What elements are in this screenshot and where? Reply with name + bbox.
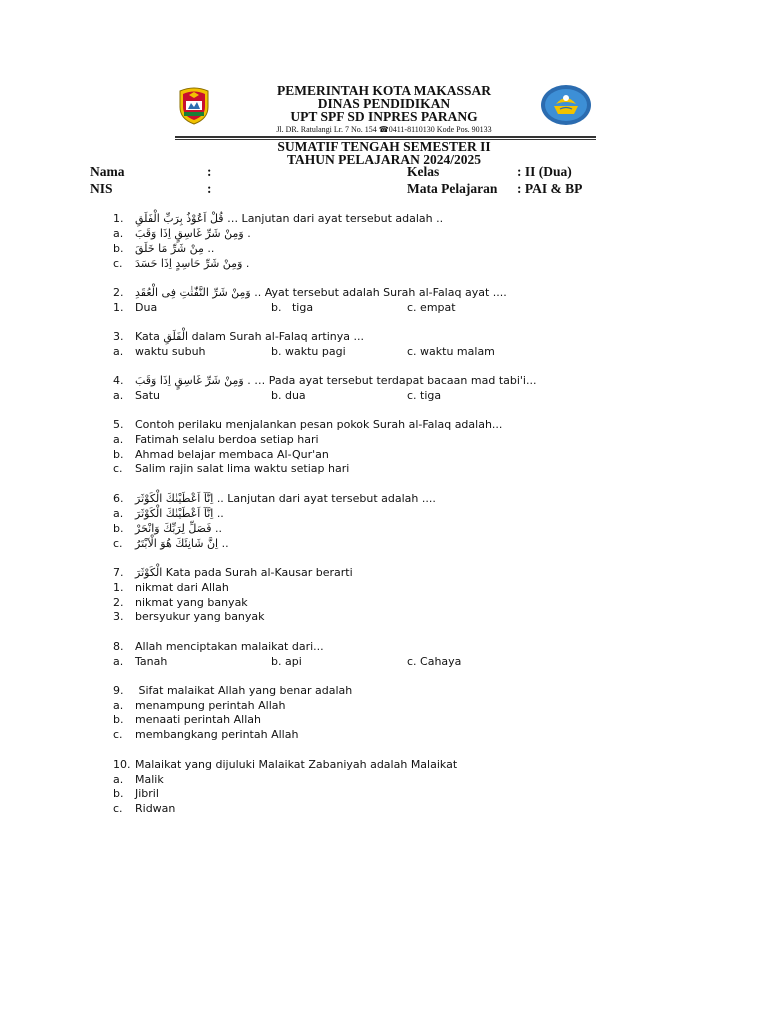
option-label: a. <box>113 433 124 446</box>
question-text: Sifat malaikat Allah yang benar adalah <box>135 684 353 697</box>
question-number: 3. <box>113 330 124 343</box>
question-number: 6. <box>113 492 124 505</box>
exam-title <box>0 140 768 166</box>
option-text: Fatimah selalu berdoa setiap hari <box>135 433 319 446</box>
option-label: b. <box>113 787 124 800</box>
option-text: .. <box>216 507 224 520</box>
question-number: 2. <box>113 286 124 299</box>
kelas-value: : II (Dua) <box>517 164 572 179</box>
option-text: c. waktu malam <box>407 345 495 358</box>
option-label: c. <box>113 728 123 741</box>
question-number: 4. <box>113 374 124 387</box>
arabic-text: . وَمِنْ شَرِّ غَاسِقٍ اِذَا وَقَبَ <box>135 374 251 387</box>
nama-label: Nama <box>90 164 125 179</box>
option-text: b. waktu pagi <box>271 345 346 358</box>
question-number: 10. <box>113 758 131 771</box>
option-text: nikmat yang banyak <box>135 596 248 609</box>
arabic-text: الْفَلَقِ <box>163 330 189 343</box>
option-text: menaati perintah Allah <box>135 713 261 726</box>
option-text: . <box>245 257 250 270</box>
option-text: bersyukur yang banyak <box>135 610 265 623</box>
option-label: b. <box>113 522 124 535</box>
arabic-text: اِنَّآ اَعْطَيْنٰكَ الْكَوْثَرَ <box>135 507 214 520</box>
nama-colon: : <box>207 164 212 179</box>
option-text: empat <box>420 301 456 314</box>
question-text-pre: Kata <box>135 330 160 343</box>
option-label: 1. <box>113 301 124 314</box>
arabic-text: وَمِنْ شَرِّ حَاسِدٍ اِذَا حَسَدَ <box>135 257 243 270</box>
option-text: waktu subuh <box>135 345 206 358</box>
option-label: b. <box>271 301 282 314</box>
option-text: Satu <box>135 389 161 402</box>
option-text: Tanah <box>135 655 168 668</box>
option-text: b. api <box>271 655 302 668</box>
question-text: Contoh perilaku menjalankan pesan pokok Surah al-Falaq adalah... <box>135 418 503 431</box>
arabic-text: الْكَوْثَرَ <box>135 566 163 579</box>
question-text: .. Lanjutan dari ayat tersebut adalah .... <box>216 492 436 505</box>
letterhead-line-2: DINAS PENDIDIKAN <box>317 96 451 111</box>
option-text: .. <box>221 537 229 550</box>
question-text: Malaikat yang dijuluki Malaikat Zabaniyah adalah Malaikat <box>135 758 458 771</box>
option-text: membangkang perintah Allah <box>135 728 299 741</box>
option-text: menampung perintah Allah <box>135 699 286 712</box>
arabic-text: اِنَّآ اَعْطَيْنٰكَ الْكَوْثَرَ <box>135 492 214 505</box>
exam-title-line-1: SUMATIF TENGAH SEMESTER II <box>277 139 491 154</box>
question-number: 7. <box>113 566 124 579</box>
option-text: c. Cahaya <box>407 655 462 668</box>
letterhead-rule-thick <box>175 136 596 138</box>
option-text: Malik <box>135 773 164 786</box>
option-label: c. <box>407 301 417 314</box>
option-text: tiga <box>291 301 314 314</box>
option-text: . <box>247 227 251 240</box>
question-text: Kata pada Surah al-Kausar berarti <box>165 566 353 579</box>
option-label: c. <box>113 462 123 475</box>
question-text: dalam Surah al-Falaq artinya ... <box>191 330 364 343</box>
question-number: 8. <box>113 640 124 653</box>
option-label: c. <box>113 802 123 815</box>
option-text: b. dua <box>271 389 306 402</box>
nis-colon: : <box>207 181 212 196</box>
option-label: a. <box>113 345 124 358</box>
option-label: 3. <box>113 610 124 623</box>
option-text: c. tiga <box>407 389 442 402</box>
arabic-text: قُلْ اَعُوْذُ بِرَبِّ الْفَلَقِ <box>135 212 224 225</box>
option-label: c. <box>113 257 123 270</box>
option-text: Ridwan <box>135 802 176 815</box>
option-text: nikmat dari Allah <box>135 581 229 594</box>
option-label: 1. <box>113 581 124 594</box>
option-label: a. <box>113 773 124 786</box>
question-text: … Lanjutan dari ayat tersebut adalah .. <box>227 212 444 225</box>
arabic-text: اِنَّ شَانِئَكَ هُوَ الْاَبْتَرُ <box>135 537 219 550</box>
option-text: Jibril <box>135 787 159 800</box>
question-number: 1. <box>113 212 124 225</box>
mapel-label: Mata Pelajaran <box>407 181 498 196</box>
question-text: … Pada ayat tersebut terdapat bacaan mad tabi'i... <box>254 374 537 387</box>
option-text: Ahmad belajar membaca Al-Qur'an <box>135 448 329 461</box>
option-2b <box>271 301 313 316</box>
option-2c <box>407 301 456 316</box>
arabic-text: وَمِنْ شَرِّ غَاسِقٍ اِذَا وَقَبَ <box>135 227 244 240</box>
option-text: .. <box>214 522 222 535</box>
option-label: b. <box>113 242 124 255</box>
option-label: 2. <box>113 596 124 609</box>
option-label: a. <box>113 507 124 520</box>
option-label: b. <box>113 713 124 726</box>
exam-title-line-2: TAHUN PELAJARAN 2024/2025 <box>286 152 481 167</box>
option-label: a. <box>113 389 124 402</box>
option-text: Salim rajin salat lima waktu setiap hari <box>135 462 350 475</box>
option-label: a. <box>113 227 124 240</box>
letterhead-address: Jl. DR. Ratulangi Lr. 7 No. 154 ☎0411-8110130 Kode Pos. 90133 <box>276 125 492 134</box>
option-text: Dua <box>135 301 158 314</box>
letterhead-line-3: UPT SPF SD INPRES PARANG <box>290 109 478 124</box>
arabic-text: وَمِنْ شَرِّ النَّفّٰثٰتِ فِى الْعُقَدِ <box>135 286 251 299</box>
arabic-text: مِنْ شَرِّ مَا خَلَقَ <box>135 242 204 255</box>
mapel-value: : PAI & BP <box>517 181 583 196</box>
question-text: .. Ayat tersebut adalah Surah al-Falaq ayat .... <box>254 286 507 299</box>
option-label: c. <box>113 537 123 550</box>
arabic-text: فَصَلِّ لِرَبِّكَ وَانْحَرْ <box>135 522 212 535</box>
kelas-label: Kelas <box>407 164 440 179</box>
option-label: b. <box>113 448 124 461</box>
option-text: .. <box>207 242 215 255</box>
option-label: a. <box>113 699 124 712</box>
option-label: a. <box>113 655 124 668</box>
question-number: 9. <box>113 684 124 697</box>
nis-label: NIS <box>90 181 113 196</box>
question-text: Allah menciptakan malaikat dari... <box>135 640 324 653</box>
letterhead <box>0 84 768 134</box>
letterhead-line-1: PEMERINTAH KOTA MAKASSAR <box>276 83 492 98</box>
question-number: 5. <box>113 418 124 431</box>
